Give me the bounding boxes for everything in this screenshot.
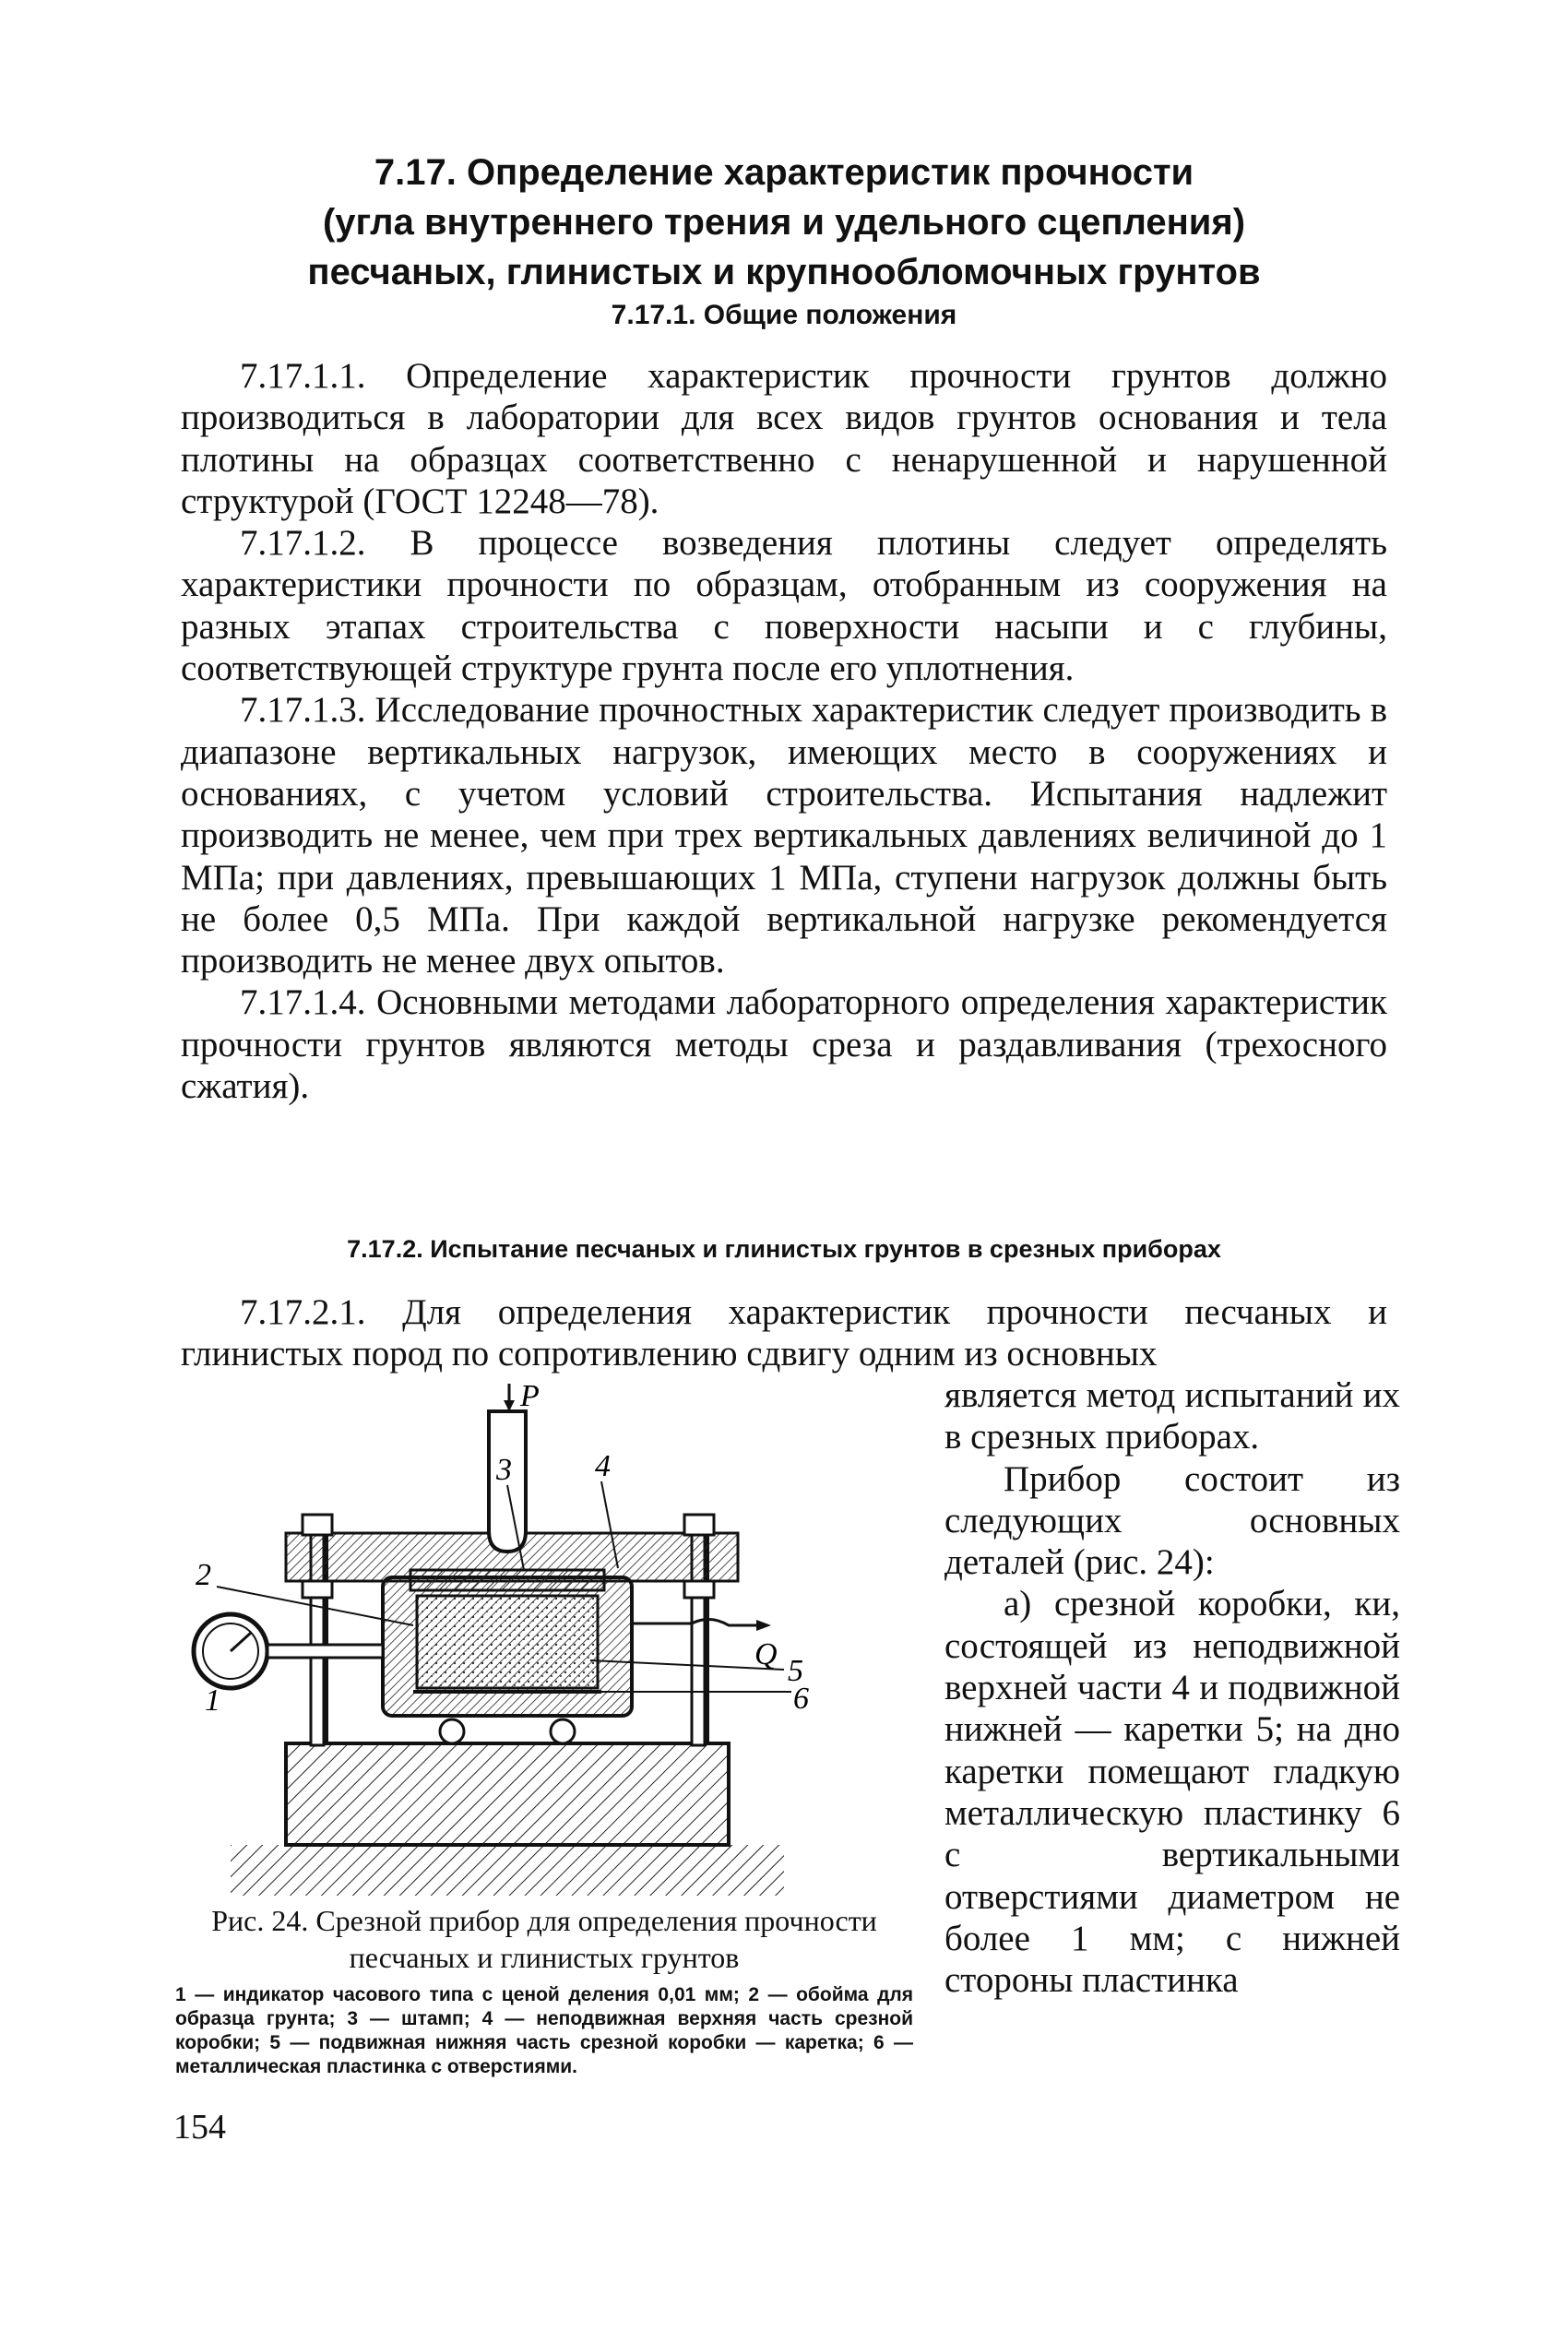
- stamp: [410, 1570, 604, 1590]
- paragraph: 7.17.2.1. Для определения характеристик прочности песчаных и глинистых пород по сопротивлению сдвигу одним из основных: [181, 1292, 1387, 1374]
- label-6: 6: [793, 1682, 809, 1716]
- figure-legend: 1 — индикатор часового типа с ценой деления 0,01 мм; 2 — обойма для образца грунта; 3 — штамп; 4 — неподвижная верхняя часть срезной коробки; 5 — подвижная нижняя часть срезной коробки — каретка; 6 — металлическая пластинка с отверстиями.: [175, 1984, 913, 2077]
- paragraph: 7.17.1.3. Исследование прочностных характеристик следует производить в диапазоне вертикальных нагрузок, имеющих место в сооружениях и основаниях, с учетом условий строительства. Испытания надлежит производить не менее, чем при трех вертикальных давлениях величиной до 1 МПа; при давлениях, превышающих 1 МПа, ступени нагрузок должны быть не более 0,5 МПа. При каждой вертикальной нагрузке рекомендуется производить не менее двух опытов.: [181, 690, 1387, 981]
- subsection-title-shear-tests: 7.17.2. Испытание песчаных и глинистых грунтов в срезных приборах: [347, 1235, 1221, 1263]
- section-title-line: 7.17. Определение характеристик прочности: [374, 152, 1194, 193]
- paragraph: Прибор состоит из следующих основных деталей (рис. 24):: [944, 1458, 1400, 1583]
- roller: [440, 1719, 464, 1743]
- right-column-text: [944, 1374, 1400, 2001]
- page-number: 154: [173, 2108, 226, 2147]
- soil-sample: [417, 1596, 598, 1688]
- shear-test-intro: [181, 1291, 1387, 1375]
- paragraph: является метод испытаний их в срезных приборах.: [944, 1375, 1400, 1457]
- label-p: P: [520, 1384, 540, 1413]
- general-provisions-text: [181, 355, 1387, 1107]
- label-q: Q: [754, 1637, 778, 1671]
- base-block: [286, 1743, 729, 1845]
- section-title-line: песчаных, глинистых и крупнообломочных грунтов: [307, 252, 1261, 292]
- label-5: 5: [788, 1654, 803, 1688]
- subsection-title-general: 7.17.1. Общие положения: [611, 300, 957, 330]
- ground-hatching: [231, 1845, 784, 1896]
- label-4: 4: [595, 1449, 611, 1483]
- section-title: [175, 148, 1393, 297]
- shear-device-figure: [175, 1384, 858, 1900]
- paragraph: 7.17.1.2. В процессе возведения плотины следует определять характеристики прочности по образцам, отобранным из сооружения на разных этапах строительства с поверхности насыпи и с глубины, соответствующей структуре грунта после его уплотнения.: [181, 523, 1387, 689]
- label-3: 3: [496, 1453, 512, 1487]
- figure-caption: Рис. 24. Срезной прибор для определения прочности песчаных и глинистых грунтов: [211, 1904, 877, 1974]
- section-title-line: (угла внутреннего трения и удельного сцепления): [322, 202, 1246, 243]
- label-2: 2: [196, 1558, 211, 1592]
- paragraph: 7.17.1.4. Основными методами лабораторного определения характеристик прочности грунтов являются методы среза и раздавливания (трехосного сжатия).: [181, 982, 1387, 1107]
- paragraph: а) срезной коробки, ки, состоящей из неподвижной верхней части 4 и подвижной нижней — каретки 5; на дно каретки помещают гладкую металлическую пластинку 6 с вертикальными отверстиями диаметром не более 1 мм; с нижней стороны пластинка: [944, 1584, 1400, 2001]
- paragraph: 7.17.1.1. Определение характеристик прочности грунтов должно производиться в лаборатории для всех видов грунтов основания и тела плотины на образцах соответственно с ненарушенной и нарушенной структурой (ГОСТ 12248—78).: [181, 356, 1387, 521]
- label-1: 1: [205, 1683, 220, 1718]
- roller: [551, 1719, 575, 1743]
